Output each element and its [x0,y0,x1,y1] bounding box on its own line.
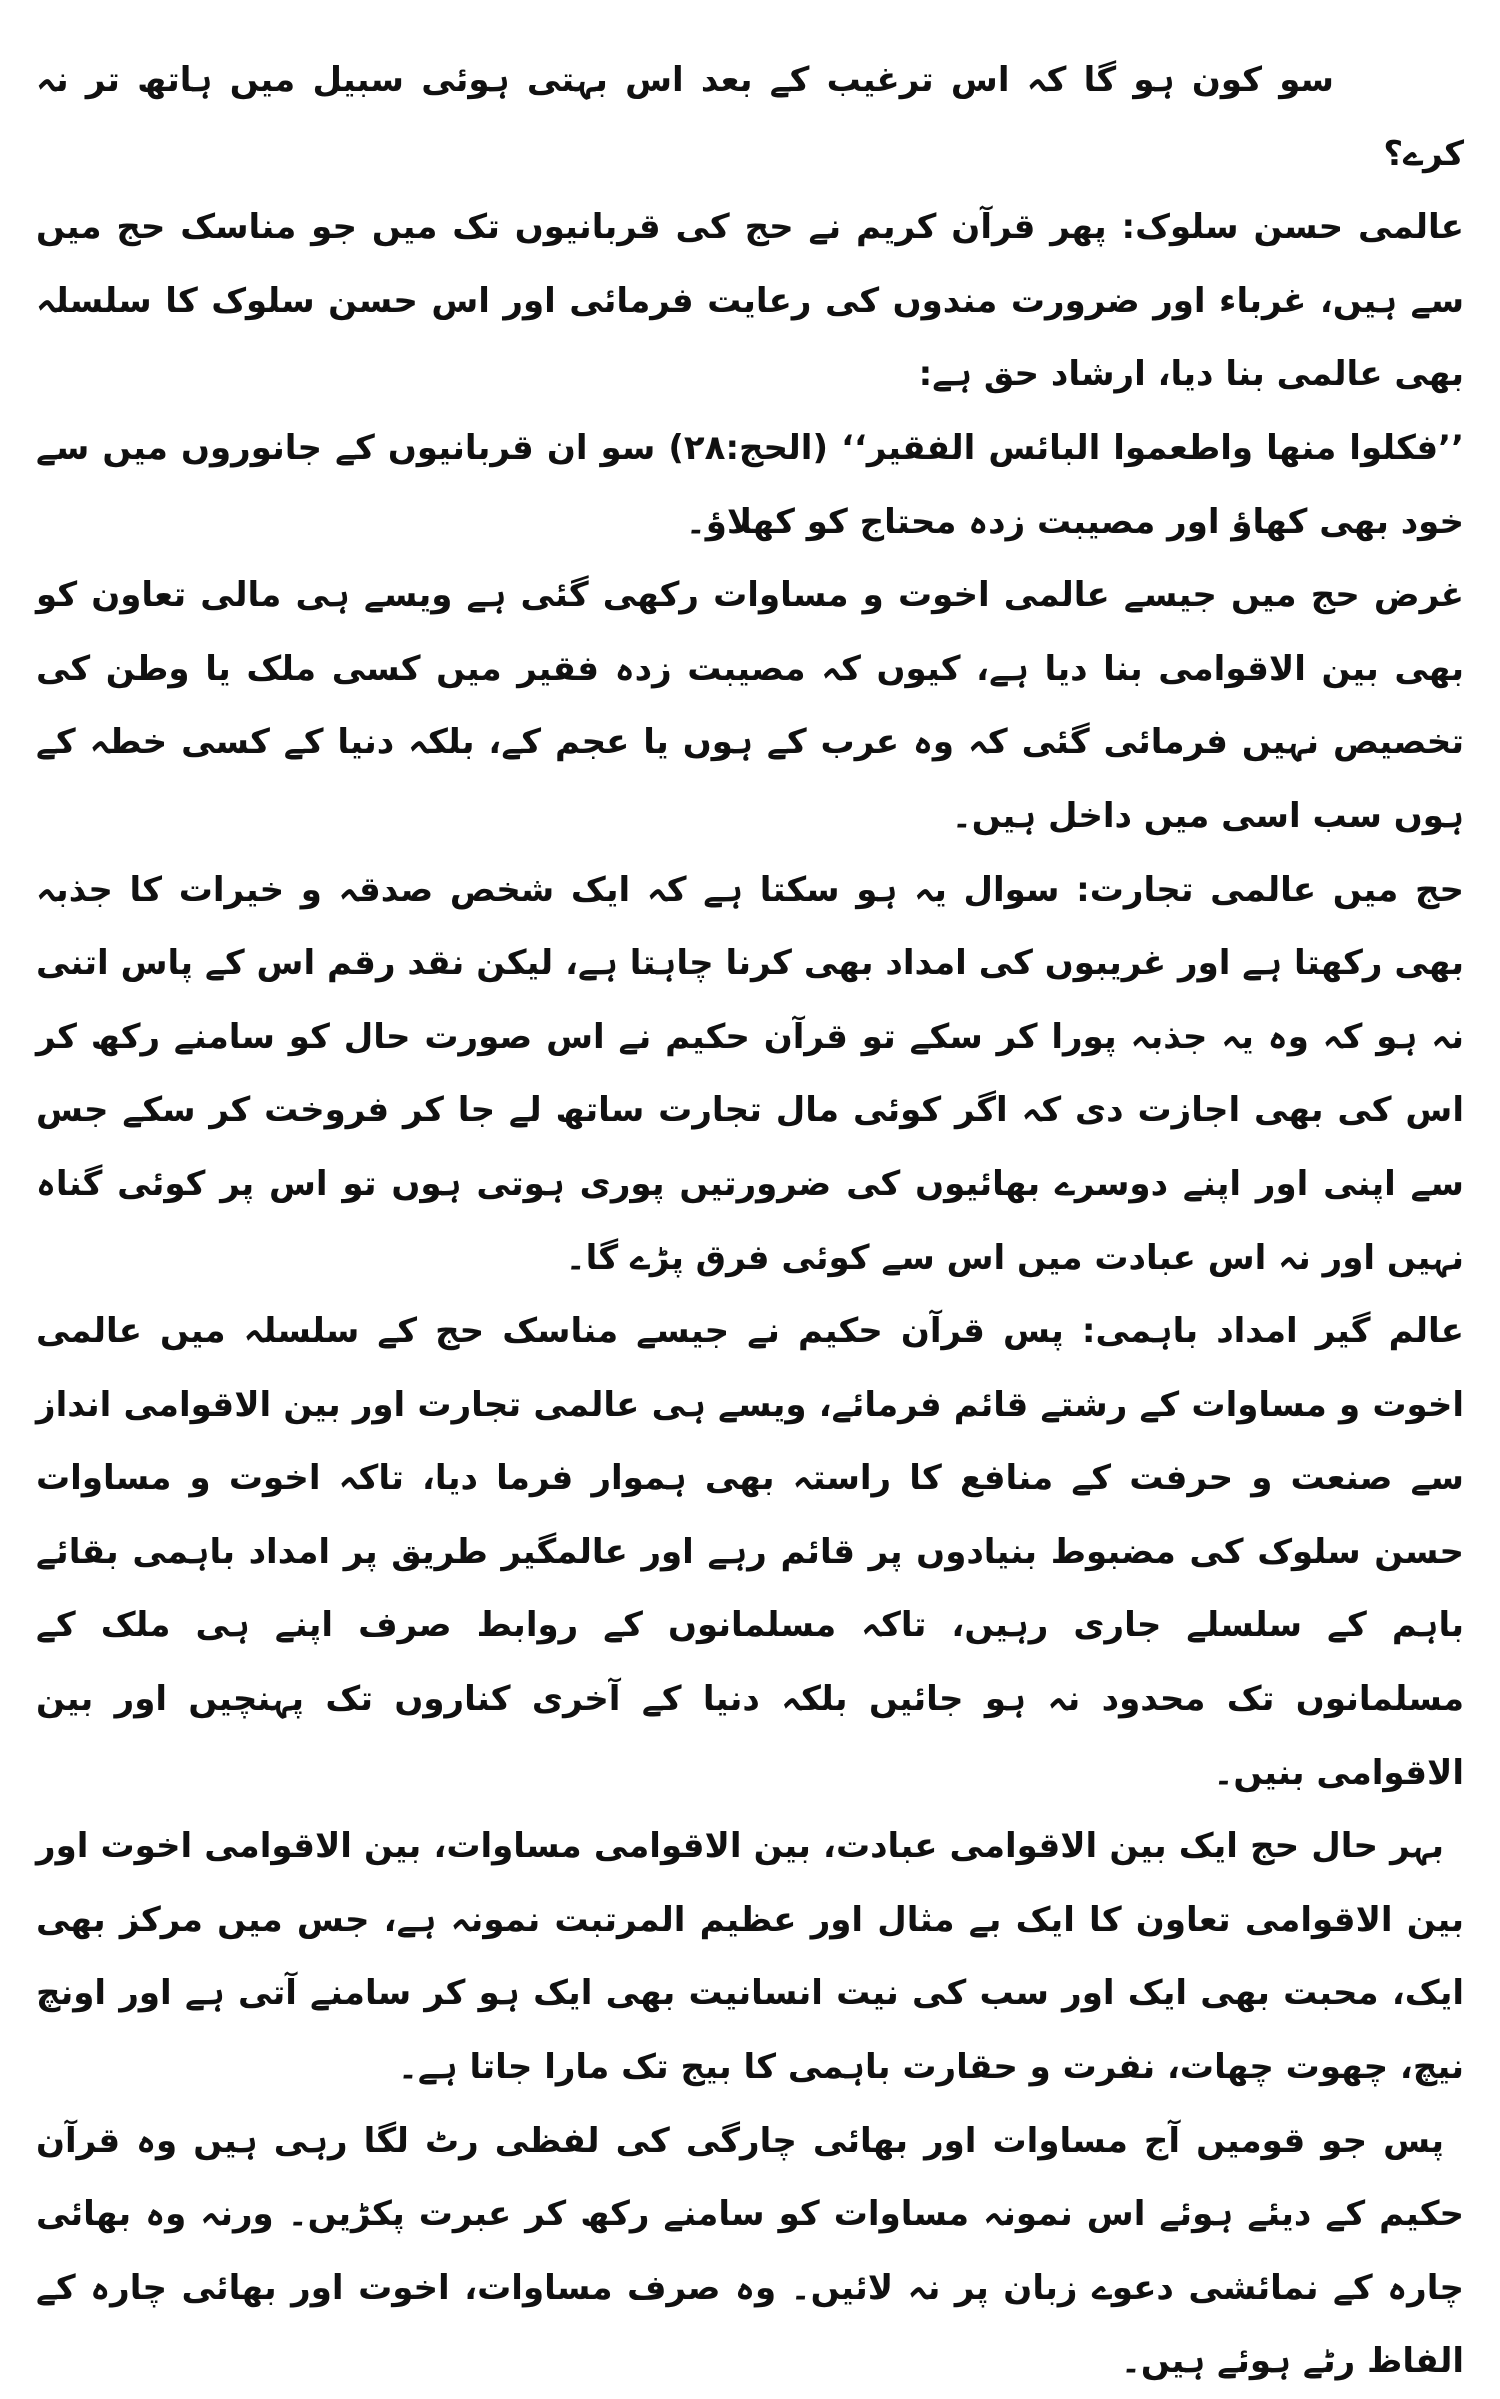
paragraph-7 [36,1810,1464,2104]
section-heading-global-trade: حج میں عالمی تجارت: [1076,869,1464,910]
paragraph-4-text: غرض حج میں جیسے عالمی اخوت و مساوات رکھی گئی ہے ویسے ہی مالی تعاون کو بھی بین الاقوامی بنا دیا ہے، کیوں کہ مصیبت زدہ فقیر میں کسی ملک یا وطن کی تخصیص نہیں فرمائی گئی کہ وہ عرب کے ہوں یا عجم کے، بلکہ دنیا کے کسی خطہ کے ہوں سب اسی میں داخل ہیں۔ [36,575,1464,836]
paragraph-8-text: پس جو قومیں آج مساوات اور بھائی چارگی کی لفظی رٹ لگا رہی ہیں وہ قرآن حکیم کے دیئے ہوئے اس نمونہ مساوات کو سامنے رکھ کر عبرت پکڑیں۔ ورنہ وہ بھائی چارہ کے نمائشی دعوے زبان پر نہ لائیں۔ وہ صرف مساوات، اخوت اور بھائی چارہ کے الفاظ رٹے ہوئے ہیں۔ [36,2120,1464,2382]
paragraph-6 [36,1295,1464,1810]
paragraph-5-text: سوال یہ ہو سکتا ہے کہ ایک شخص صدقہ و خیرات کا جذبہ بھی رکھتا ہے اور غریبوں کی امداد بھی کرنا چاہتا ہے، لیکن نقد رقم اس کے پاس اتنی نہ ہو کہ وہ یہ جذبہ پورا کر سکے تو قرآن حکیم نے اس صورت حال کو سامنے رکھ کر اس کی بھی اجازت دی کہ اگر کوئی مال تجارت ساتھ لے جا کر فروخت کر سکے جس سے اپنی اور اپنے دوسرے بھائیوں کی ضرورتیں پوری ہوتی ہوں تو اس پر کوئی گناہ نہیں اور نہ اس عبادت میں اس سے کوئی فرق پڑے گا۔ [36,869,1464,1278]
paragraph-5 [36,854,1464,1296]
section-heading-mutual-aid: عالم گیر امداد باہمی: [1081,1311,1464,1352]
paragraph-6-text: پس قرآن حکیم نے جیسے مناسک حج کے سلسلہ میں عالمی اخوت و مساوات کے رشتے قائم فرمائے، ویسے ہی عالمی تجارت اور بین الاقوامی انداز سے صنعت و حرفت کے منافع کا راستہ بھی ہموار فرما دیا، تاکہ اخوت و مساوات حسن سلوک کی مضبوط بنیادوں پر قائم رہے اور عالمگیر طریق پر امداد باہمی بقائے باہم کے سلسلے جاری رہیں، تاکہ مسلمانوں کے روابط صرف اپنے ہی ملک کے مسلمانوں تک محدود نہ ہو جائیں بلکہ دنیا کے آخری کناروں تک پہنچیں اور بین الاقوامی بنیں۔ [36,1311,1464,1793]
paragraph-2 [36,191,1464,412]
paragraph-1 [36,44,1464,191]
paragraph-2-text: پھر قرآن کریم نے حج کی قربانیوں تک میں جو مناسک حج میں سے ہیں، غرباء اور ضرورت مندوں کی رعایت فرمائی اور اس حسن سلوک کا سلسلہ بھی عالمی بنا دیا، ارشاد حق ہے: [36,207,1464,395]
paragraph-4 [36,559,1464,853]
paragraph-7-text: بہر حال حج ایک بین الاقوامی عبادت، بین الاقوامی مساوات، بین الاقوامی اخوت اور بین الاقوامی تعاون کا ایک بے مثال اور عظیم المرتبت نمونہ ہے، جس میں مرکز بھی ایک، محبت بھی ایک اور سب کی نیت انسانیت بھی ایک ہو کر سامنے آتی ہے اور اونچ نیچ، چھوت چھات، نفرت و حقارت باہمی کا بیج تک مارا جاتا ہے۔ [36,1826,1464,2088]
paragraph-3-text: سو ان قربانیوں کے جانوروں میں سے خود بھی کھاؤ اور مصیبت زدہ محتاج کو کھلاؤ۔ [36,427,1464,542]
quran-quote: ’’فکلوا منها واطعموا البائس الفقیر‘‘ [841,427,1465,468]
paragraph-8 [36,2105,1464,2399]
section-heading-global-kindness: عالمی حسن سلوک: [1121,207,1464,248]
quran-reference: (الحج:۲۸) [668,427,829,468]
paragraph-3 [36,412,1464,559]
paragraph-1-text: سو کون ہو گا کہ اس ترغیب کے بعد اس بہتی ہوئی سبیل میں ہاتھ تر نہ کرے؟ [36,60,1464,174]
